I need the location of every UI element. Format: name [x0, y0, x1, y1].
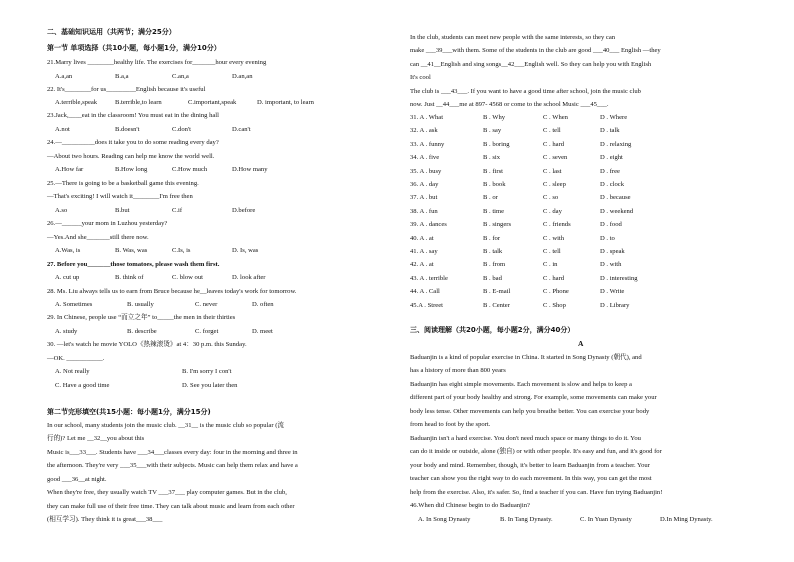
- cloze-option: D . because: [600, 194, 631, 202]
- option: C. forget: [195, 328, 219, 335]
- passage-line: different part of your body healthy and strong. For example, some movements can make your: [410, 394, 657, 401]
- cloze-option: B . six: [483, 154, 501, 162]
- cloze-line: In the club, students can meet new people with the same interests, so they can: [410, 34, 616, 41]
- cloze-option: C . tell: [543, 248, 561, 255]
- cloze-line: Music is___33___. Students have ___34___classes every day: four in the morning and three in: [47, 449, 298, 456]
- option: A.Was, is: [55, 247, 81, 254]
- cloze-option: B . book: [483, 181, 506, 188]
- cloze-option: B . E-mail: [483, 288, 511, 296]
- cloze-option: B . for: [483, 234, 501, 242]
- cloze-option: 31. A . What: [410, 114, 444, 121]
- cloze-option: B . from: [483, 261, 506, 269]
- passage-line: from head to foot by the sport.: [410, 421, 491, 428]
- cloze-option: D . weekend: [600, 207, 634, 215]
- question-30: 30. —let's watch he movie YOLO《热辣滚烫》at 4：30 p.m. this Sunday.: [47, 341, 247, 348]
- part2-title: 二、基础知识运用（共两节；满分25分）: [47, 28, 176, 36]
- cloze-option: C . in: [543, 261, 558, 269]
- cloze-option: D . eight: [600, 154, 623, 162]
- cloze-option: 38. A . fun: [410, 207, 438, 215]
- right-column: [410, 0, 750, 562]
- option: C. blow out: [172, 274, 203, 281]
- option: C.an,a: [172, 73, 189, 80]
- cloze-option: C . friends: [543, 221, 571, 229]
- option: D. See you later then: [182, 382, 238, 389]
- cloze-option: 34. A . five: [410, 154, 440, 162]
- passage-line: body less tense. Other movements can help you breathe better. You can exercise your body: [410, 408, 650, 415]
- option: B.doesn't: [115, 126, 140, 133]
- cloze-option: 44. A . Call: [410, 288, 440, 296]
- option: A. Not really: [55, 368, 90, 375]
- passage-line: Baduanjin has eight simple movements. Each movement is slow and helps to keep a: [410, 381, 632, 388]
- option: D.an,an: [232, 73, 253, 80]
- cloze-option: B . boring: [483, 140, 510, 148]
- option: C.important,speak: [188, 99, 237, 106]
- cloze-option: C . seven: [543, 154, 568, 162]
- cloze-line: In our school, many students join the music club. __31__ is the music club so popular (流: [47, 422, 284, 429]
- passage-line: has a history of more than 800 years: [410, 367, 506, 374]
- option: A.not: [55, 126, 70, 133]
- option: D.In Ming Dynasty.: [660, 516, 713, 523]
- cloze-line: now. Just __44___me at 897- 4568 or come to the school Music ___45___.: [410, 101, 609, 108]
- passage-line: your body and mind. Remember, though, it's better to learn Baduanjin from a teacher. Your: [410, 462, 650, 469]
- cloze-line: make ___39___with them. Some of the students in the club are good ___40___ English —they: [410, 47, 661, 54]
- cloze-line: can __41__English and sing songs__42___English well. So they can help you with English: [410, 61, 652, 68]
- cloze-option: D . speak: [600, 248, 625, 255]
- cloze-option: C . with: [543, 234, 565, 242]
- passage-line: teacher can show you the right way to do each movement. In this way, you can get the most: [410, 475, 652, 482]
- cloze-option: D . Library: [600, 301, 630, 309]
- option: B. usually: [127, 301, 154, 308]
- option: C. never: [195, 301, 218, 308]
- cloze-option: B . Center: [483, 301, 510, 309]
- option: B.a,a: [115, 73, 129, 80]
- option: A.a,an: [55, 73, 73, 80]
- cloze-option: D . free: [600, 167, 620, 175]
- cloze-option: 42. A . at: [410, 261, 434, 269]
- question-30-reply: —OK. ___________.: [47, 355, 105, 362]
- cloze-option: C . hard: [543, 140, 565, 148]
- question-23: 23.Jack,____eat in the classroom! You must eat in the dining hall: [47, 112, 219, 119]
- section-a-label: A: [578, 339, 584, 348]
- cloze-option: D . talk: [600, 127, 620, 135]
- question-46: 46.When did Chinese begin to do Baduanjin?: [410, 502, 530, 509]
- option: C. In Yuan Dynasty: [580, 516, 632, 523]
- cloze-option: D . to: [600, 234, 615, 242]
- question-25: 25.—There is going to be a basketball game this evening.: [47, 180, 199, 187]
- cloze-line: good ___36__at night.: [47, 476, 107, 483]
- cloze-line: 行的)? Let me __32__you about this: [47, 435, 145, 442]
- cloze-line: they can make full use of their free time. They can talk about music and learn from each other: [47, 503, 295, 510]
- option: A. In Song Dynasty: [418, 516, 471, 523]
- cloze-option: D . interesting: [600, 274, 638, 282]
- option: B.terrible,to learn: [115, 99, 162, 106]
- question-29: 29. In Chinese, people use “而立之年” to_____the men in their thirties: [47, 314, 236, 321]
- question-24-reply: —About two hours. Reading can help me know the world well.: [47, 153, 215, 160]
- cloze-option: 33. A . funny: [410, 140, 445, 148]
- cloze-option: C . When: [543, 114, 568, 121]
- question-25-reply: —That's exciting! I will watch it________I'm free then: [47, 193, 193, 200]
- option: D.before: [232, 207, 256, 214]
- option: B. think of: [115, 274, 144, 281]
- cloze-option: C . hard: [543, 274, 565, 282]
- cloze-option: B . singers: [483, 221, 512, 229]
- option: C.Is, is: [172, 247, 191, 254]
- option: D. often: [252, 301, 274, 308]
- option: B.How long: [115, 166, 148, 173]
- cloze-option: B . time: [483, 207, 505, 215]
- cloze-option: C . Shop: [543, 301, 566, 309]
- option: C.if: [172, 207, 183, 214]
- option: A.terrible,speak: [55, 99, 98, 106]
- cloze-option: B . bad: [483, 274, 502, 282]
- cloze-option: 35. A . busy: [410, 167, 442, 175]
- cloze-option: 37. A . but: [410, 194, 438, 202]
- cloze-option: 32. A . ask: [410, 127, 438, 135]
- cloze-option: C . Phone: [543, 288, 569, 296]
- cloze-option: D . Where: [600, 114, 628, 121]
- option: A.How far: [55, 166, 84, 173]
- passage-line: Baduanjin is a kind of popular exercise in China. It started in Song Dynasty (朝代), and: [410, 354, 642, 361]
- cloze-option: D . relaxing: [600, 140, 632, 148]
- cloze-option: C . tell: [543, 127, 561, 135]
- cloze-option: D . clock: [600, 181, 624, 188]
- cloze-option: C . last: [543, 167, 562, 175]
- option: C.How much: [172, 166, 208, 173]
- cloze-option: 41. A . say: [410, 248, 438, 255]
- cloze-option: D . Write: [600, 288, 625, 296]
- question-27: 27. Before you_______those tomatoes, please wash them first.: [47, 261, 220, 268]
- option: D. important, to learn: [257, 99, 314, 106]
- left-column: [47, 0, 387, 562]
- cloze-option: 40. A . at: [410, 234, 434, 242]
- option: D.How many: [232, 166, 268, 173]
- cloze-option: D . food: [600, 221, 622, 229]
- option: A. Sometimes: [55, 301, 93, 308]
- cloze-line: It's cool: [410, 74, 431, 81]
- cloze-option: 39. A . dances: [410, 221, 447, 229]
- option: C. Have a good time: [55, 382, 110, 389]
- option: A. cut up: [55, 274, 80, 281]
- part3-title: 三、阅读理解（共20小题，每小题2分，满分40分）: [410, 326, 575, 334]
- cloze-option: 43. A . terrible: [410, 274, 448, 282]
- option: B.but: [115, 207, 130, 214]
- option: B. Was, was: [115, 247, 148, 254]
- cloze-line: (相互学习). They think it is great___38___: [47, 516, 163, 523]
- option: B. In Tang Dynasty.: [500, 516, 553, 523]
- cloze-option: B . Why: [483, 114, 506, 121]
- cloze-line: When they're free, they usually watch TV ___37___ play computer games. But in the club,: [47, 489, 287, 496]
- section1-title: 第一节 单项选择（共10小题，每小题1分，满分10分）: [47, 44, 221, 52]
- option: B. I'm sorry I con't: [182, 368, 232, 375]
- cloze-option: C . day: [543, 207, 562, 215]
- option: C.don't: [172, 126, 191, 133]
- option: A.so: [55, 207, 68, 214]
- cloze-option: D . with: [600, 261, 622, 269]
- cloze-option: B . talk: [483, 248, 503, 255]
- option: D. meet: [252, 328, 273, 335]
- cloze-option: C . sleep: [543, 181, 566, 188]
- option: A. study: [55, 328, 78, 335]
- passage-line: Baduanjin isn't a hard exercise. You don't need much space or many things to do it. You: [410, 435, 641, 442]
- passage-line: can do it inside or outside, alone (独自) or with other people. It's easy and fun, and it's good for: [410, 448, 662, 455]
- option: D. look after: [232, 274, 266, 281]
- question-28: 28. Ms. Liu always tells us to earn from Bruce because he__leaves today's work for tomorrow.: [47, 288, 297, 295]
- question-26-reply: —Yes.And she_______still there now.: [47, 234, 149, 241]
- question-21: 21.Marry lives ________healthy life. The exercises for_______hour every evening: [47, 59, 267, 66]
- cloze-option: 45.A . Street: [410, 301, 443, 309]
- option: B. describe: [127, 328, 157, 335]
- cloze-option: C . so: [543, 194, 559, 202]
- section2-title: 第二节完形填空(共15小题：每小题1分，满分15分): [47, 408, 211, 416]
- cloze-option: B . or: [483, 194, 498, 202]
- option: D. Is, was: [232, 247, 259, 254]
- cloze-option: B . say: [483, 127, 502, 135]
- question-22: 22. It's________for us_________English because it's useful: [47, 86, 206, 93]
- cloze-option: B . first: [483, 167, 503, 175]
- question-26: 26.—______your mom in Luzhou yesterday?: [47, 220, 168, 227]
- cloze-option: 36. A . day: [410, 181, 439, 188]
- passage-line: help from the exercise. Also, it's safer. So, find a teacher if you can. Have fun trying Baduanjin!: [410, 489, 663, 496]
- question-24: 24.—__________does it take you to do some reading every day?: [47, 139, 219, 146]
- cloze-line: The club is ___43___. If you want to have a good time after school, join the music club: [410, 88, 641, 95]
- cloze-line: the afternoon. They're very ___35___with their subjects. Music can help them relax and have a: [47, 462, 298, 469]
- option: D.can't: [232, 126, 251, 133]
